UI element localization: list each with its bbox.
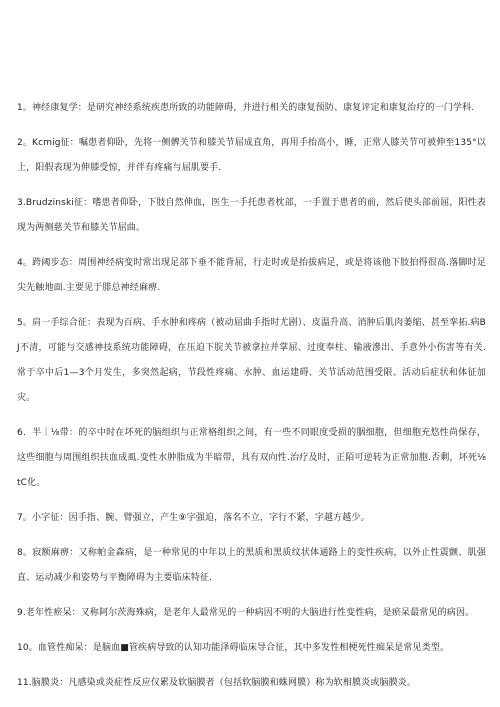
definition-entry: 6．半｜⅛带：的卒中时在坏死的脑组织与正常格组织之间，有一些不同眼度受损的胭细胞，但细胞充悠性尚保存，这些细胞与周围组织扶血成虱.变性水肿脂成为半暗带，具有双向性.治疗及时，正陌可逆转为正常加胞.否剩，坏死⅛tC化。 bbox=[17, 428, 486, 488]
definition-entry: 11.脑膜炎：凡感染或炎症性反应仅累及软脑膜者（包括软脑膜和蛛网膜）称为软相膜炎或脑膜炎。 bbox=[17, 678, 417, 688]
definition-entry: 2。Kcmig征：嘱患者仰卧，先将一侧髀关节和膝关节屈成直角，再用手抬高小，睡，正常人膝关节可被伸至135°以上，阳假表现为伸膝受惊，并伴有疼痛与屈肌要手. bbox=[17, 138, 486, 173]
definition-entry: 10。血管性痴呆：是脑血■管疾病导致的认知功能泽碍临床导合征，其中多发性相梗死性痴呆是常见类型。 bbox=[17, 643, 450, 653]
definition-entry: 7。小字征：因手指、腕、臂强立，产生⑨字强迫，落名不立，字行不紧，字越方越少。 bbox=[17, 513, 370, 523]
definition-entry: 9.老年性瘀呆：又称阿尔茨海殊病，是老年人最常见的一种病因不明的大脑进行性变性病，是瘀呆最常见的病因。 bbox=[17, 608, 475, 618]
definition-entry: 1。神经康复学：是研究神经系统疾患所致的功能障碍，并进行相关的康复预防、康复评定和康复治疗的一门学科. bbox=[17, 103, 475, 113]
definition-entry: 8。寂额麻痹：又称帕金森病，是一种常见的中年以上的黑质和黑质纹状体通路上的变性疾病，以外止性震颤、肌强直、运动减少和姿势与平衡障碍为主要临床特征. bbox=[17, 548, 486, 583]
definition-entry: 3.Brudzinski征：嗜患者仰卧，下肢自然伸血，医生一手托患者枕部，一手置于患者的前，然后使头部前屈，阳性表现为两侧慈关节和膝关节屈曲。 bbox=[17, 198, 486, 233]
definition-entry: 4。跨阈步态：周围神经病变时常出现足部下垂不能背屈，行走时或是抬拔病足，或是将该他下肢拍得很高.落脚时足尖先触地面.主要见于腓总神经麻痹. bbox=[17, 258, 486, 293]
definition-entry: 5。肩一手综合征：表现为百病、手水肿和疼病（被动屈曲手指时尤剧）、皮温升高、消肿后肌肉萎缩、甚至挛拓.病BJ不清，可能与交感神技系统功能障碍，在压迫下脘关节被拿拉并掌屈、过度奉柱、输液滲出、手意外小伤害等有关.常于卒中后1—3个月发生，多突然起病，节段性疼痛、水肿、血运建碍、关节活动范围受限、活动后症状和体征加灾。 bbox=[17, 318, 486, 403]
